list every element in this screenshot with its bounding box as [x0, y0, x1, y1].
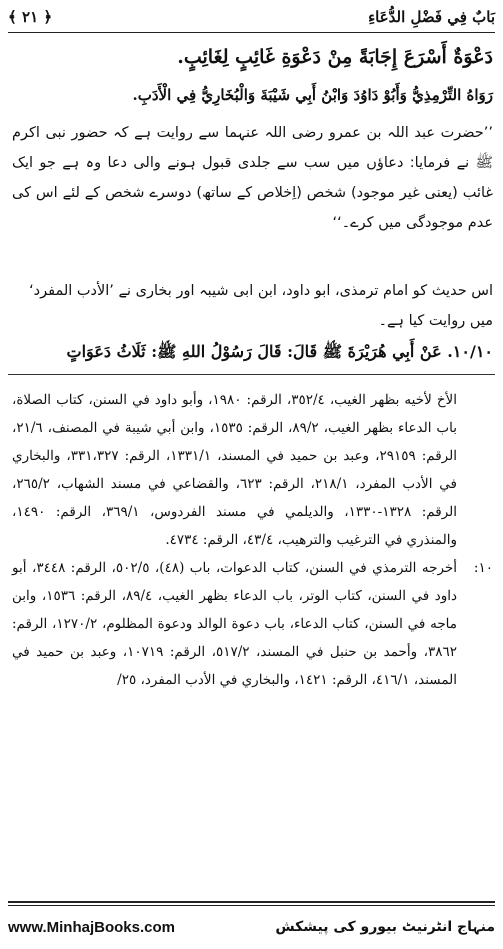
page-number: ﴿ ٢١ ﴾: [8, 8, 53, 26]
footnote-10-number: ١٠:: [473, 560, 493, 576]
page-footer: [8, 912, 495, 942]
urdu-translation: ’’حضرت عبد اللہ بن عمرو رضی اللہ عنہما سے روایت ہے کہ حضور نبی اکرم ﷺ نے فرمایا: دعاؤں میں سب سے جلدی قبول ہونے والی دعا وہ ہے جو ایک غائب (یعنی غیر موجود) شخص (اِخلاص کے ساتھ) دوسرے شخص کے لئے اس کی عدم موجودگی میں کرے۔‘‘: [12, 125, 493, 231]
footnote-continuation: [12, 386, 493, 554]
arabic-hadith-text: دَعْوَةٌ أَسْرَعَ إِجَابَةً مِنْ دَعْوَةِ غَائِبٍ لِغَائِبٍ.: [177, 46, 493, 68]
footnote-indent: [457, 386, 493, 554]
header-divider: [8, 32, 495, 33]
footer-divider-thin: [8, 905, 495, 906]
footnote-continuation-text: الأخ لأخيه بظهر الغيب، ٣٥٢/٤، الرقم: ١٩٨٠، وأبو داود في السنن، كتاب الصلاة، باب الدعاء بظهر الغيب، ٨٩/٢، الرقم: ١٥٣٥، وابن أبي شيبة في المصنف، ٢١/٦، الرقم: ٢٩١٥٩، وعبد بن حميد في المسند، ١٣٣١/١، الرقم: ٣٣١،٣٢٧، والبخاري في الأدب المفرد، ٢١٨/١، الرقم: ٦٢٣، والقضاعي في مسند الشهاب، ٢٦٥/٢، الرقم: ١٣٢٨-١٣٣٠، والديلمي في مسند الفردوس، ٣٦٩/١، الرقم: ١٤٩٠، والمنذري في الترغيب والترهيب، ٤٣/٤، الرقم: ٤٧٣٤.: [12, 392, 458, 548]
website-link[interactable]: www.MinhajBooks.com: [8, 918, 175, 936]
footnote-10-text: أخرجه الترمذي في السنن، كتاب الدعوات، باب (٤٨)، ٥٠٢/٥، الرقم: ٣٤٤٨، أبو داود في السنن، كتاب الوتر، باب الدعاء بظهر الغيب، ٨٩/٤، الرقم: ١٥٣٦، وابن ماجه في السنن، كتاب الدعاء، باب دعوة الوالد ودعوة المظلوم، ١٢٧٠/٢، الرقم: ٣٨٦٢، وأحمد بن حنبل في المسند، ٥١٧/٢، الرقم: ١٠٧١٩، وعبد بن حميد في المسند، ٤١٦/١، الرقم: ١٤٢١، والبخاري في الأدب المفرد، ٢٥/: [12, 560, 458, 688]
footnotes-section: [12, 386, 493, 694]
footer-divider-thick: [8, 901, 495, 903]
urdu-reference-note: اس حدیث کو امام ترمذی، ابو داود، ابن ابی شیبہ اور بخاری نے ’الأدب المفرد‘ میں روایت کیا ہے۔: [29, 283, 493, 329]
publisher-credit: منہاج انٹرنیٹ بیورو کی پیشکش: [275, 919, 495, 935]
arabic-reference: رَوَاهُ التِّرْمِذِيُّ وَأَبُوْ دَاوُدَ وَابْنُ أَبِي شَيْبَةَ وَالْبُخَارِيُّ فِي الْأَدَبِ.: [132, 86, 493, 104]
page-header: [8, 4, 495, 30]
footnote-divider: [8, 374, 495, 375]
next-hadith-start: ١٠/١٠. عَنْ أَبِي هُرَيْرَةَ ﷺ قَالَ: قَالَ رَسُوْلُ اللهِ ﷺ: ثَلَاثُ دَعَوَاتٍ: [66, 342, 493, 361]
chapter-title: بَابٌ فِي فَضْلِ الدُّعَاءِ: [368, 8, 495, 26]
footnote-10: [12, 554, 493, 694]
